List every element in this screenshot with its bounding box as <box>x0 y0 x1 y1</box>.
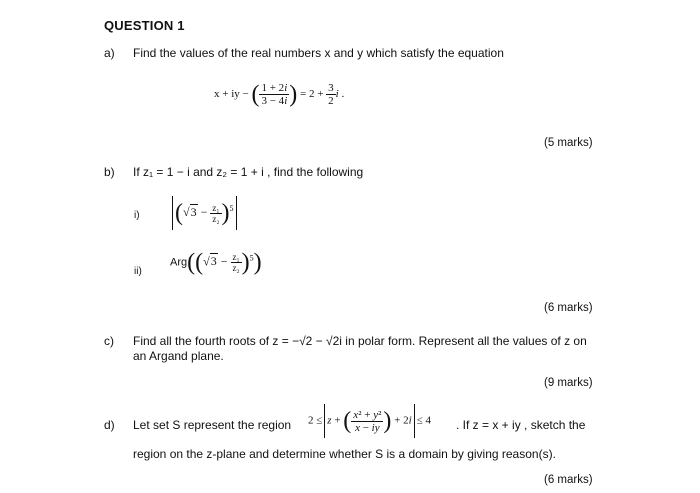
part-b-marks: (6 marks) <box>544 302 593 314</box>
part-a-equation: x + iy − ( $\frac{1 + 2i}{3 - 4i}$ ) = 2 + $\frac{3}{2}$ i . <box>214 81 345 108</box>
part-b-ii-label: ii) <box>134 266 142 277</box>
part-a-text: Find the values of the real numbers x and y which satisfy the equation <box>133 46 504 60</box>
part-b-i-expression: (√3 − $\frac{\text{z₁}}{\text{z₂}}$ )$^5$ <box>170 196 239 230</box>
part-a-marks: (5 marks) <box>544 137 593 149</box>
part-c-text-line1: Find all the fourth roots of z = −√2 − √2i in polar form. Represent all the values of z on <box>133 334 587 348</box>
part-d-text-line2: region on the z-plane and determine whether S is a domain by giving reason(s). <box>133 447 556 461</box>
arg-text: Arg <box>170 256 188 269</box>
question-title: QUESTION 1 <box>104 18 185 33</box>
part-b-ii-expression: Arg((√3 − $\frac{\text{z₁}}{\text{z₂}}$ )$^5$) <box>170 249 262 276</box>
part-c-marks: (9 marks) <box>544 377 593 389</box>
part-b-text: If z₁ = 1 − i and z₂ = 1 + i , find the following <box>133 165 364 179</box>
part-a-label: a) <box>104 46 115 60</box>
part-d-label: d) <box>104 418 115 432</box>
part-c-label: c) <box>104 334 114 348</box>
part-b-i-label: i) <box>134 210 140 221</box>
part-d-text-end: . If z = x + iy , sketch the <box>456 418 586 432</box>
part-c-text-line2: an Argand plane. <box>133 349 224 363</box>
part-d-inequality: 2 ≤ z + ( $\frac{\text{x² + y²}}{x - iy}$ ) + 2i ≤ 4 <box>308 404 431 438</box>
part-d-text-start: Let set S represent the region <box>133 418 292 432</box>
part-d-marks: (6 marks) <box>544 474 593 486</box>
part-b-label: b) <box>104 165 115 179</box>
